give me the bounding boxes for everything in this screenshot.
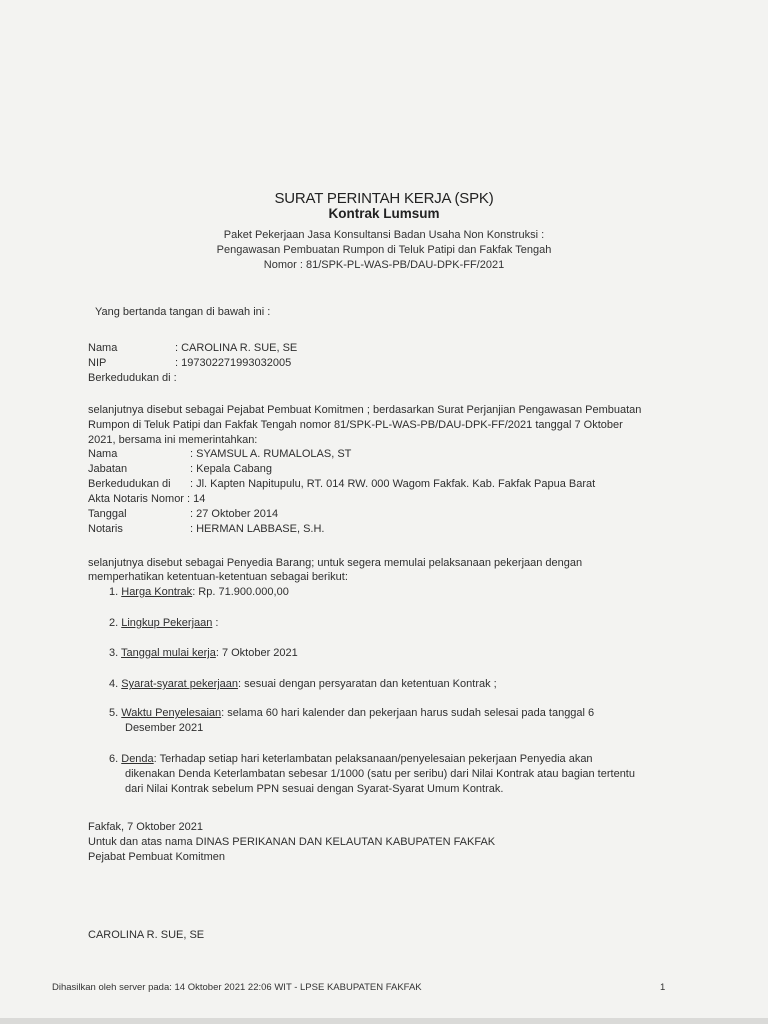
provider-name-value: : SYAMSUL A. RUMALOLAS, ST	[190, 448, 352, 460]
item-value: :	[212, 617, 219, 629]
item-number: 5.	[109, 707, 119, 719]
provider-notary-deed: Akta Notaris Nomor : 14	[88, 493, 206, 505]
document-title: SURAT PERINTAH KERJA (SPK)	[274, 190, 494, 207]
item-2	[109, 617, 219, 629]
provider-name-label: Nama	[88, 448, 118, 460]
page-number: 1	[660, 982, 666, 993]
item-1	[109, 586, 289, 598]
official-name-value: : CAROLINA R. SUE, SE	[175, 342, 298, 354]
item-6	[109, 753, 593, 765]
paragraph-2-line-1: selanjutnya disebut sebagai Penyedia Barang; untuk segera memulai pelaksanaan pekerjaan dengan	[88, 557, 583, 569]
scan-edge	[0, 1018, 768, 1024]
item-3	[109, 647, 298, 659]
document-subtitle: Kontrak Lumsum	[328, 206, 440, 221]
provider-date-label: Tanggal	[88, 508, 127, 520]
provider-address-value: : Jl. Kapten Napitupulu, RT. 014 RW. 000 Wagom Fakfak. Kab. Fakfak Papua Barat	[190, 478, 596, 490]
signatory-name: CAROLINA R. SUE, SE	[88, 929, 205, 941]
package-name: Pengawasan Pembuatan Rumpon di Teluk Patipi dan Fakfak Tengah	[216, 244, 552, 256]
item-number: 6.	[109, 753, 119, 765]
footer-generated: Dihasilkan oleh server pada: 14 Oktober 2021 22:06 WIT - LPSE KABUPATEN FAKFAK	[52, 982, 422, 993]
official-nip-label: NIP	[88, 357, 107, 369]
provider-notary-value: : HERMAN LABBASE, S.H.	[190, 523, 325, 535]
item-term: Syarat-syarat pekerjaan	[121, 678, 239, 690]
document-number: Nomor : 81/SPK-PL-WAS-PB/DAU-DPK-FF/2021	[263, 259, 505, 271]
item-4	[109, 678, 497, 690]
provider-address-label: Berkedudukan di	[88, 478, 171, 490]
official-domicile-label: Berkedudukan di :	[88, 372, 177, 384]
item-term: Waktu Penyelesaian	[121, 707, 222, 719]
item-term: Tanggal mulai kerja	[121, 647, 216, 659]
item-value: : 7 Oktober 2021	[215, 647, 298, 659]
official-nip-value: : 197302271993032005	[175, 357, 292, 369]
item-6-line-3: dari Nilai Kontrak sebelum PPN sesuai dengan Syarat-Syarat Umum Kontrak.	[125, 783, 504, 795]
closing-on-behalf: Untuk dan atas nama DINAS PERIKANAN DAN KELAUTAN KABUPATEN FAKFAK	[88, 836, 496, 848]
item-6-line-2: dikenakan Denda Keterlambatan sebesar 1/1000 (satu per seribu) dari Nilai Kontrak atau bagian tertentu	[125, 768, 635, 780]
provider-notary-label: Notaris	[88, 523, 123, 535]
item-number: 4.	[109, 678, 119, 690]
item-number: 1.	[109, 586, 119, 598]
item-term: Harga Kontrak	[121, 586, 193, 598]
item-value: : sesuai dengan persyaratan dan ketentuan Kontrak ;	[238, 678, 497, 690]
paragraph-1-line-2: Rumpon di Teluk Patipi dan Fakfak Tengah nomor 81/SPK-PL-WAS-PB/DAU-DPK-FF/2021 tanggal 7 Oktober	[88, 419, 623, 431]
provider-date-value: : 27 Oktober 2014	[190, 508, 279, 520]
item-value: : selama 60 hari kalender dan pekerjaan harus sudah selesai pada tanggal 6	[221, 707, 595, 719]
official-name-label: Nama	[88, 342, 118, 354]
paragraph-1-line-1: selanjutnya disebut sebagai Pejabat Pembuat Komitmen ; berdasarkan Surat Perjanjian Pengawasan Pembuatan	[88, 404, 642, 416]
item-value: : Rp. 71.900.000,00	[192, 586, 289, 598]
item-number: 2.	[109, 617, 119, 629]
item-value: : Terhadap setiap hari keterlambatan pelaksanaan/penyelesaian pekerjaan Penyedia akan	[153, 753, 593, 765]
item-term: Denda	[121, 753, 154, 765]
item-5	[109, 707, 594, 719]
provider-position-value: : Kepala Cabang	[190, 463, 272, 475]
item-number: 3.	[109, 647, 119, 659]
paragraph-2-line-2: memperhatikan ketentuan-ketentuan sebagai berikut:	[88, 571, 348, 583]
item-5-line-2: Desember 2021	[125, 722, 204, 734]
closing-role: Pejabat Pembuat Komitmen	[88, 851, 225, 863]
provider-position-label: Jabatan	[88, 463, 128, 475]
package-line: Paket Pekerjaan Jasa Konsultansi Badan Usaha Non Konstruksi :	[223, 229, 545, 241]
intro-text: Yang bertanda tangan di bawah ini :	[95, 306, 271, 318]
item-term: Lingkup Pekerjaan	[121, 617, 213, 629]
paragraph-1-line-3: 2021, bersama ini memerintahkan:	[88, 434, 258, 446]
closing-place-date: Fakfak, 7 Oktober 2021	[88, 821, 203, 833]
